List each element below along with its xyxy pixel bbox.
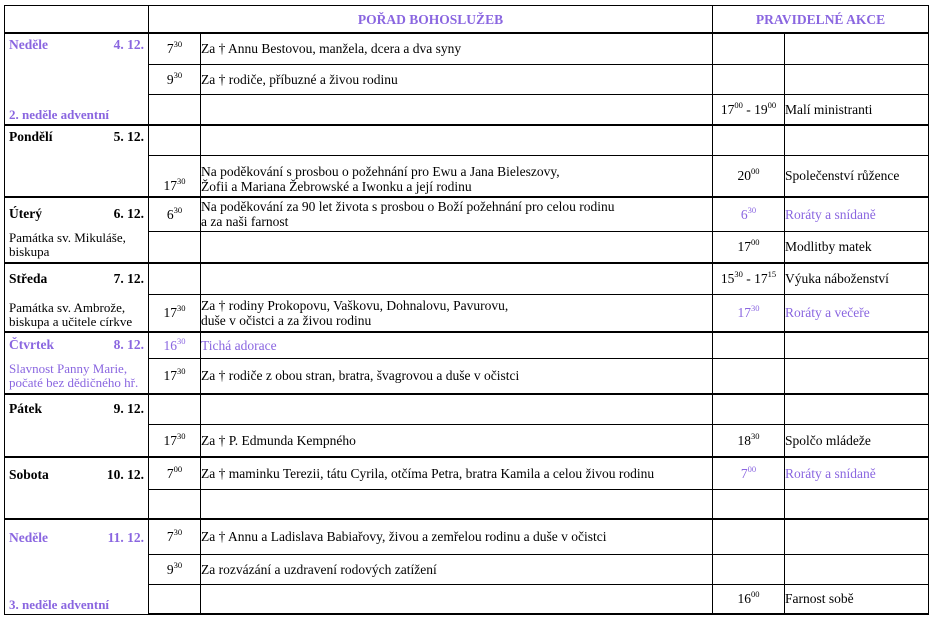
event-name: Malí ministranti bbox=[785, 94, 929, 125]
intention: Za rozvázání a uzdravení rodových zatížení bbox=[201, 554, 713, 584]
day-date: 8. 12. bbox=[113, 337, 144, 352]
day-cell bbox=[5, 519, 149, 614]
intention bbox=[201, 155, 713, 197]
event-time: $7^{00}$ bbox=[713, 457, 785, 489]
intention bbox=[201, 197, 713, 231]
intention bbox=[201, 231, 713, 263]
table-row bbox=[5, 332, 929, 358]
day-cell bbox=[5, 457, 149, 519]
intention: Za † P. Edmunda Kempného bbox=[201, 424, 713, 457]
service-time: $17^{30}$ bbox=[149, 294, 201, 332]
intention-line: Na poděkování za 90 let života s prosbou o Boží požehnání pro celou rodinu bbox=[201, 199, 615, 215]
event-time: $18^{30}$ bbox=[713, 424, 785, 457]
table-row bbox=[5, 33, 929, 64]
day-name: Neděle bbox=[9, 37, 48, 52]
service-time bbox=[149, 394, 201, 424]
event-name bbox=[785, 489, 929, 519]
intention bbox=[201, 263, 713, 294]
day-date: 11. 12. bbox=[107, 530, 144, 545]
day-date: 5. 12. bbox=[113, 129, 144, 144]
event-time bbox=[713, 332, 785, 358]
event-time bbox=[713, 489, 785, 519]
service-time bbox=[149, 125, 201, 155]
event-time: $17^{00} - 19^{00}$ bbox=[713, 94, 785, 125]
day-note: Památka sv. Mikuláše, biskupa bbox=[9, 230, 126, 259]
intention-line: Na poděkování s prosbou o požehnání pro Ewu a Jana Bieleszovy, bbox=[201, 164, 560, 179]
event-name bbox=[785, 332, 929, 358]
day-cell bbox=[5, 394, 149, 457]
service-time: $9^{30}$ bbox=[149, 554, 201, 584]
intention: Za † Annu Bestovou, manžela, dcera a dva syny bbox=[201, 33, 713, 64]
event-name: Roráty a snídaně bbox=[785, 197, 929, 231]
event-name: Roráty a snídaně bbox=[785, 457, 929, 489]
day-cell bbox=[5, 263, 149, 332]
services-title: POŘAD BOHOSLUŽEB bbox=[149, 6, 713, 34]
header-row bbox=[5, 6, 929, 34]
intention: Za † Annu a Ladislava Babiařovy, živou a zemřelou rodinu a duše v očistci bbox=[201, 519, 713, 554]
day-name: Středa bbox=[9, 271, 48, 286]
day-date: 4. 12. bbox=[113, 37, 144, 52]
day-cell bbox=[5, 197, 149, 263]
day-name: Úterý bbox=[9, 206, 42, 221]
service-time: $6^{30}$ bbox=[149, 197, 201, 231]
event-name: Farnost sobě bbox=[785, 584, 929, 614]
table-row bbox=[5, 519, 929, 554]
event-name bbox=[785, 358, 929, 394]
service-time bbox=[149, 231, 201, 263]
event-name: Roráty a večeře bbox=[785, 294, 929, 332]
day-cell bbox=[5, 332, 149, 394]
day-note: 3. neděle adventní bbox=[9, 596, 110, 612]
event-time bbox=[713, 64, 785, 94]
service-time: $17^{30}$ bbox=[149, 155, 201, 197]
event-time: $20^{00}$ bbox=[713, 155, 785, 197]
table-row bbox=[5, 197, 929, 231]
event-time bbox=[713, 125, 785, 155]
intention bbox=[201, 94, 713, 125]
event-time bbox=[713, 394, 785, 424]
service-time: $9^{30}$ bbox=[149, 64, 201, 94]
day-note: Slavnost Panny Marie, počaté bez dědičného hř. bbox=[9, 361, 139, 390]
intention bbox=[201, 489, 713, 519]
day-date: 10. 12. bbox=[106, 467, 144, 482]
event-time: $15^{30} - 17^{15}$ bbox=[713, 263, 785, 294]
day-date: 6. 12. bbox=[113, 206, 144, 221]
event-time: $6^{30}$ bbox=[713, 197, 785, 231]
event-name: Modlitby matek bbox=[785, 231, 929, 263]
service-time bbox=[149, 489, 201, 519]
day-date: 7. 12. bbox=[113, 271, 144, 286]
event-name bbox=[785, 33, 929, 64]
intention bbox=[201, 584, 713, 614]
intention-line: duše v očistci a za živou rodinu bbox=[201, 312, 372, 328]
service-time: $17^{30}$ bbox=[149, 358, 201, 394]
intention: Za † maminku Terezii, tátu Cyrila, otčíma Petra, bratra Kamila a celou živou rodinu bbox=[201, 457, 713, 489]
service-time: $7^{00}$ bbox=[149, 457, 201, 489]
service-time: $16^{30}$ bbox=[149, 332, 201, 358]
intention-line: Žofii a Mariana Žebrowské a Iwonku a její rodinu bbox=[201, 179, 472, 194]
event-time bbox=[713, 519, 785, 554]
service-time bbox=[149, 94, 201, 125]
event-name: Výuka náboženství bbox=[785, 263, 929, 294]
intention-line: Za † rodiny Prokopovu, Vaškovu, Dohnalovu, Pavurovu, bbox=[201, 297, 509, 313]
event-name: Společenství růžence bbox=[785, 155, 929, 197]
day-cell bbox=[5, 125, 149, 197]
day-name: Sobota bbox=[9, 467, 49, 482]
day-name: Pátek bbox=[9, 401, 42, 416]
day-name: Čtvrtek bbox=[9, 337, 54, 352]
header-day-cell bbox=[5, 6, 149, 34]
table-row bbox=[5, 457, 929, 489]
intention-line: a za naši farnost bbox=[201, 214, 289, 230]
event-name bbox=[785, 64, 929, 94]
event-time bbox=[713, 33, 785, 64]
day-name: Pondělí bbox=[9, 129, 53, 144]
table-row bbox=[5, 394, 929, 424]
day-note: Památka sv. Ambrože, biskupa a učitele církve bbox=[9, 300, 133, 329]
event-name bbox=[785, 394, 929, 424]
event-time: $17^{00}$ bbox=[713, 231, 785, 263]
event-name bbox=[785, 554, 929, 584]
event-time bbox=[713, 554, 785, 584]
events-title: PRAVIDELNÉ AKCE bbox=[713, 6, 929, 34]
day-cell bbox=[5, 33, 149, 125]
intention: Za † rodiče, příbuzné a živou rodinu bbox=[201, 64, 713, 94]
intention: Za † rodiče z obou stran, bratra, švagrovou a duše v očistci bbox=[201, 358, 713, 394]
intention bbox=[201, 294, 713, 332]
day-name: Neděle bbox=[9, 530, 48, 545]
service-time bbox=[149, 263, 201, 294]
event-time: $16^{00}$ bbox=[713, 584, 785, 614]
day-date: 9. 12. bbox=[113, 401, 144, 416]
event-name bbox=[785, 125, 929, 155]
event-name bbox=[785, 519, 929, 554]
event-name: Spolčo mládeže bbox=[785, 424, 929, 457]
service-time bbox=[149, 584, 201, 614]
event-time bbox=[713, 358, 785, 394]
service-time: $7^{30}$ bbox=[149, 519, 201, 554]
event-time: $17^{30}$ bbox=[713, 294, 785, 332]
schedule-table bbox=[4, 5, 929, 615]
intention: Tichá adorace bbox=[201, 332, 713, 358]
service-time: $17^{30}$ bbox=[149, 424, 201, 457]
table-row bbox=[5, 125, 929, 155]
intention bbox=[201, 125, 713, 155]
table-row bbox=[5, 263, 929, 294]
day-note: 2. neděle adventní bbox=[9, 107, 110, 122]
intention bbox=[201, 394, 713, 424]
service-time: $7^{30}$ bbox=[149, 33, 201, 64]
